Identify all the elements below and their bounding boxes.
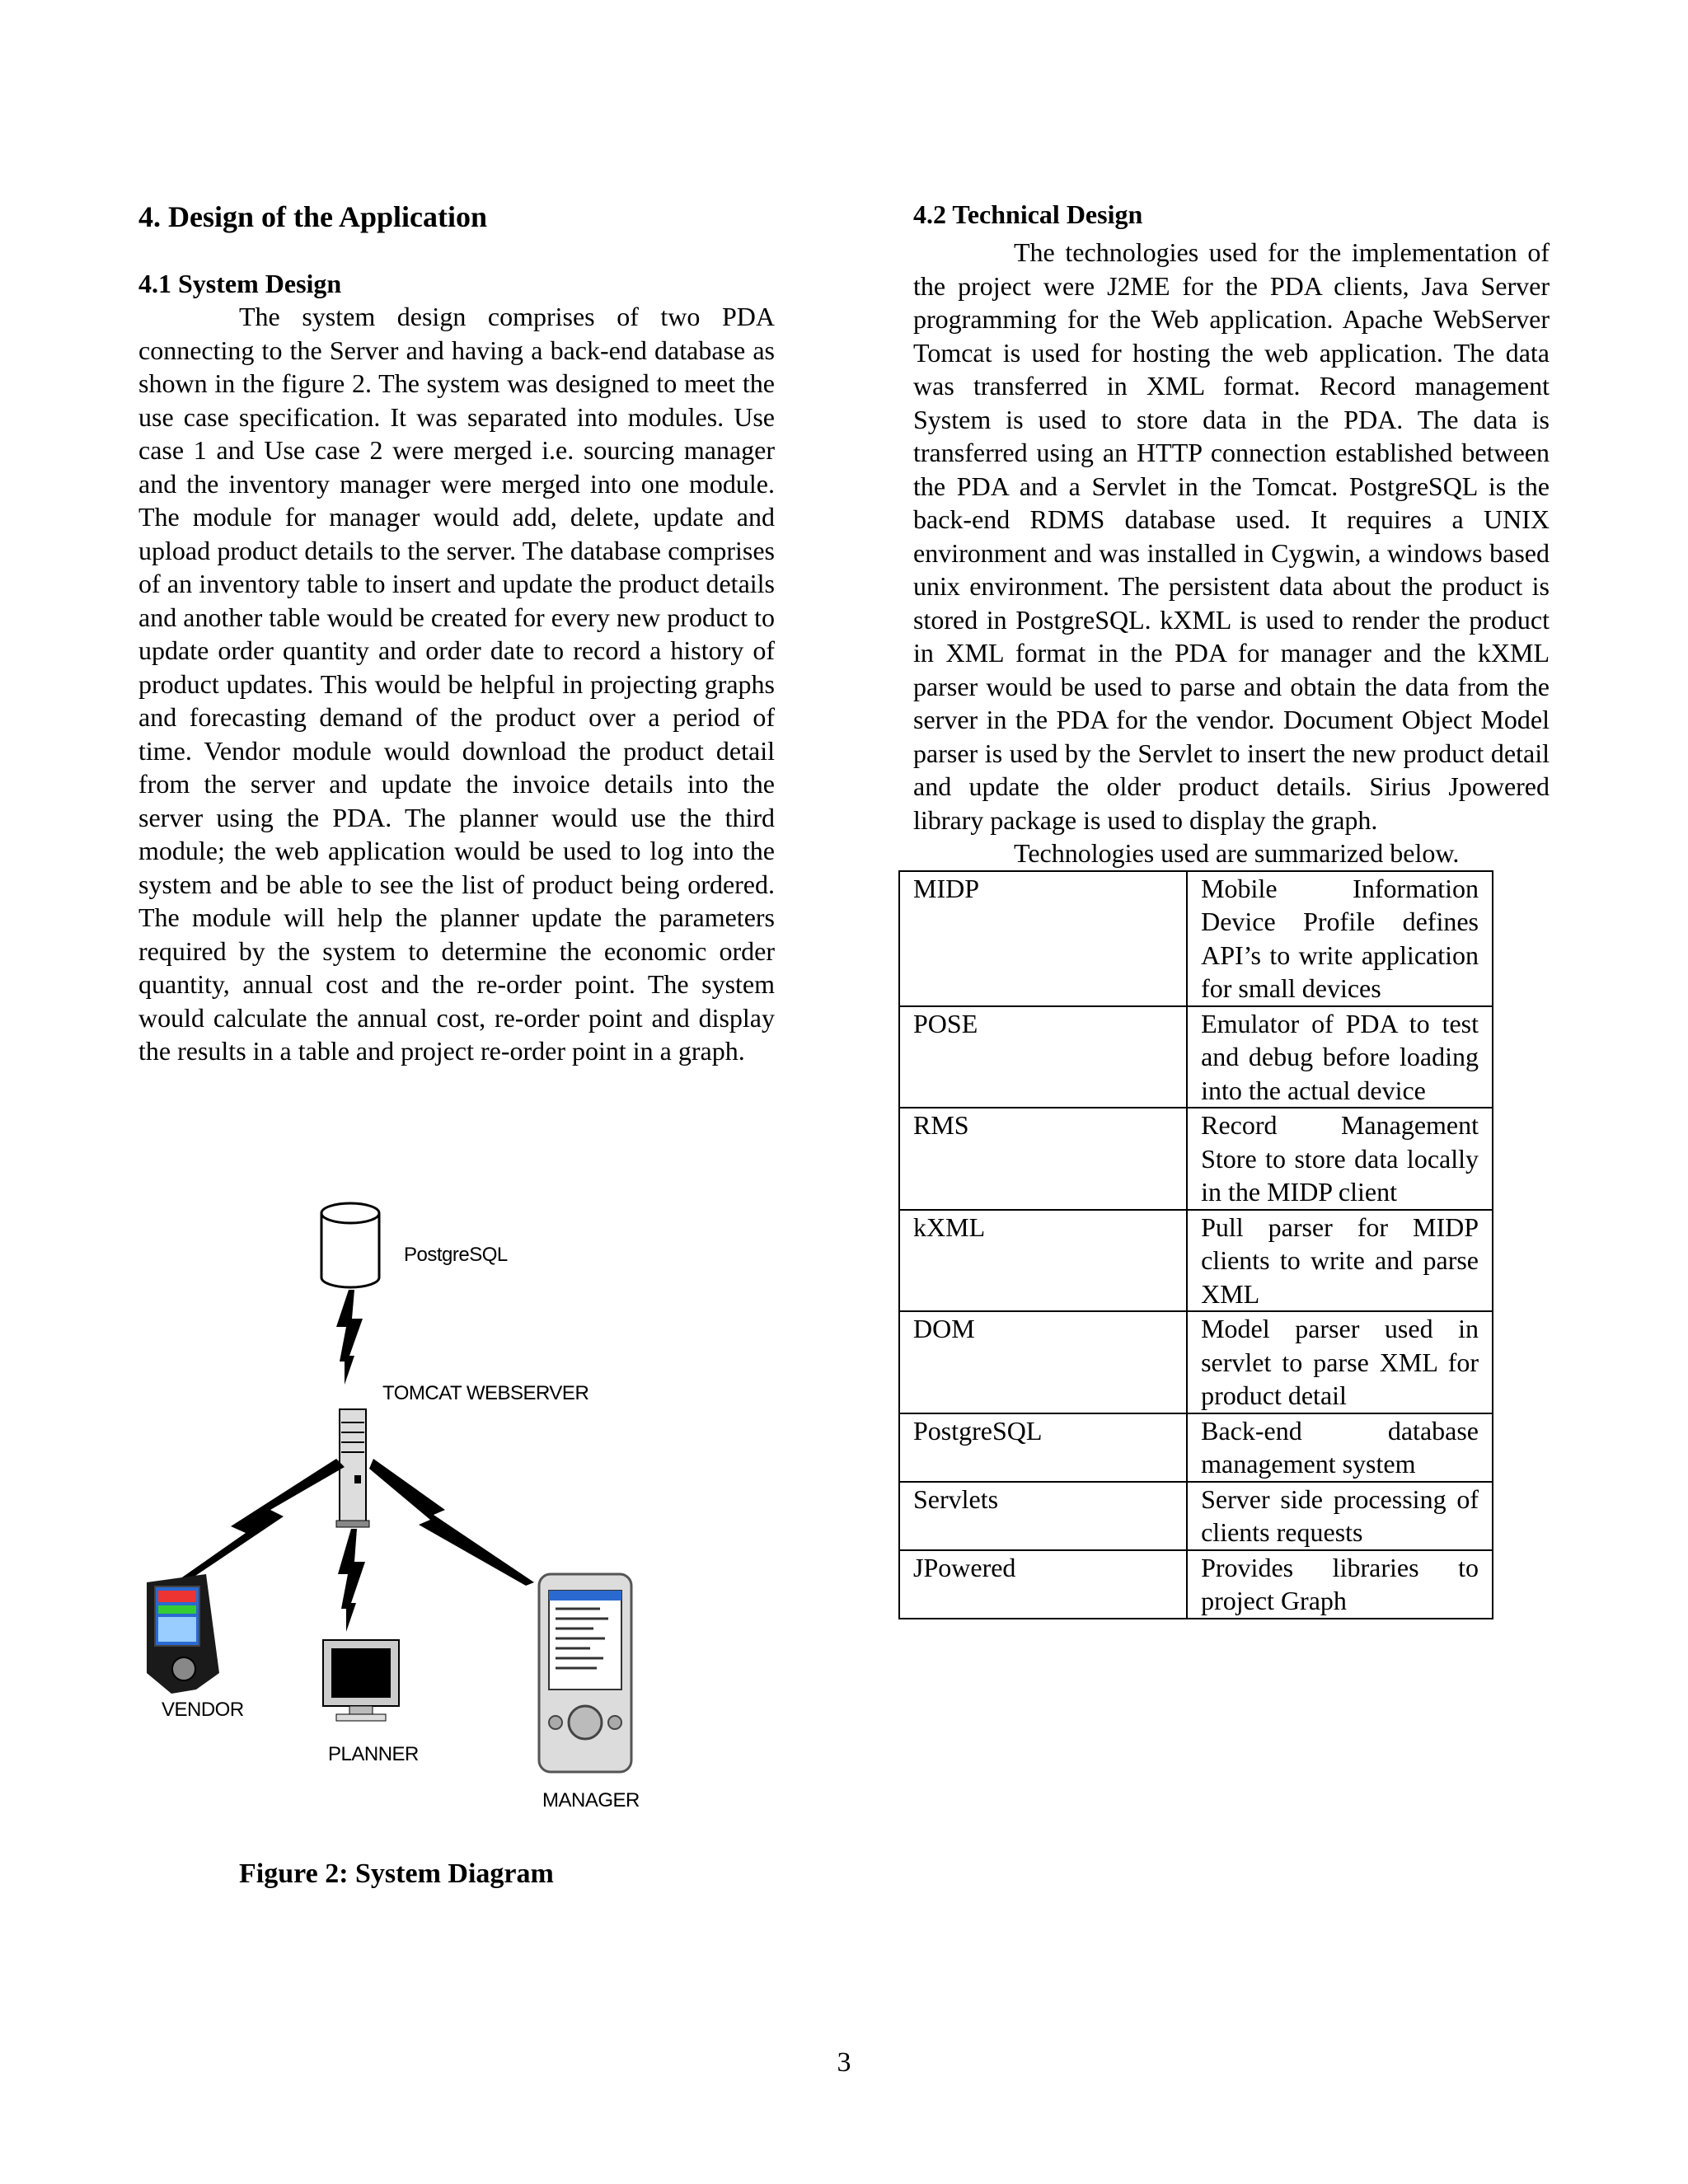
tech-description: Record Management Store to store data locally in the MIDP client bbox=[1187, 1108, 1493, 1210]
tech-name: PostgreSQL bbox=[899, 1413, 1187, 1482]
tech-description: Mobile Information Device Profile defines API’s to write application for small devices bbox=[1187, 871, 1493, 1006]
table-intro: Technologies used are summarized below. bbox=[1014, 838, 1460, 868]
tech-name: DOM bbox=[899, 1311, 1187, 1413]
tech-description: Pull parser for MIDP clients to write and parse XML bbox=[1187, 1210, 1493, 1312]
tech-name: POSE bbox=[899, 1006, 1187, 1108]
lightning-bolt-icon bbox=[336, 1290, 363, 1385]
table-row bbox=[899, 1482, 1493, 1550]
technical-design-heading: 4.2 Technical Design bbox=[913, 199, 1143, 229]
tech-name: MIDP bbox=[899, 871, 1187, 1006]
database-icon bbox=[321, 1203, 379, 1287]
lightning-bolt-icon bbox=[369, 1459, 534, 1586]
technologies-table bbox=[898, 870, 1493, 1619]
server-label: TOMCAT WEBSERVER bbox=[382, 1382, 589, 1404]
table-row bbox=[899, 1108, 1493, 1210]
tech-description: Server side processing of clients requests bbox=[1187, 1482, 1493, 1550]
table-row bbox=[899, 1413, 1493, 1482]
tech-name: kXML bbox=[899, 1210, 1187, 1312]
table-row bbox=[899, 1006, 1493, 1108]
system-design-paragraph: The system design comprises of two PDA connecting to the Server and having a back-end database as shown in the figure 2. The system was designed to meet the use case specification. It was separated into modules. Use case 1 and Use case 2 were merged i.e. sourcing manager and the inventory manager were merged into one module. The module for manager would add, delete, update and upload product details to the server. The database comprises of an inventory table to insert and update the product details and another table would be created for every new product to update order quantity and order date to record a history of product updates. This would be helpful in projecting graphs and forecasting demand of the product over a period of time. Vendor module would download the product detail from the server and update the invoice details into the server using the PDA. The planner would use the third module; the web application would be used to log into the system and be able to see the list of product being ordered. The module will help the planner update the parameters required by the system to determine the economic order quantity, annual cost and the re-order point. The system would calculate the annual cost, re-order point and display the results in a table and project re-order point in a graph. bbox=[138, 302, 775, 1066]
table-row bbox=[899, 871, 1493, 1006]
section-title: 4. Design of the Application bbox=[138, 200, 488, 233]
database-label: PostgreSQL bbox=[404, 1244, 508, 1266]
vendor-pda-icon bbox=[147, 1574, 219, 1694]
system-design-heading: 4.1 System Design bbox=[138, 269, 342, 298]
system-diagram-figure bbox=[138, 1187, 666, 1838]
lightning-bolt-icon bbox=[338, 1529, 365, 1632]
figure-caption: Figure 2: System Diagram bbox=[239, 1858, 554, 1889]
table-row bbox=[899, 1550, 1493, 1619]
table-row bbox=[899, 1210, 1493, 1312]
table-row bbox=[899, 1311, 1493, 1413]
manager-pda-icon bbox=[539, 1574, 631, 1772]
page-number: 3 bbox=[837, 2047, 851, 2078]
technical-design-paragraph: The technologies used for the implementation of the project were J2ME for the PDA clients, Java Server programming for the Web application. Apache WebServer Tomcat is used for hosting the web application. The data was transferred in XML format. Record management System is used to store data in the PDA. The data is transferred using an HTTP connection established between the PDA and a Servlet in the Tomcat. PostgreSQL is the back-end RDMS database used. It requires a UNIX environment and was installed in Cygwin, a windows based unix environment. The persistent data about the product is stored in PostgreSQL. kXML is used to render the product in XML format in the PDA for manager and the kXML parser would be used to parse and obtain the data from the server in the PDA for the vendor. Document Object Model parser is used by the Servlet to insert the new product detail and update the older product details. Sirius Jpowered library package is used to display the graph. bbox=[913, 237, 1550, 835]
vendor-label: VENDOR bbox=[162, 1699, 244, 1721]
tech-name: Servlets bbox=[899, 1482, 1187, 1550]
right-column bbox=[913, 198, 1550, 1619]
left-column bbox=[138, 198, 775, 1068]
tech-name: RMS bbox=[899, 1108, 1187, 1210]
tech-description: Emulator of PDA to test and debug before loading into the actual device bbox=[1187, 1006, 1493, 1108]
tech-description: Back-end database management system bbox=[1187, 1413, 1493, 1482]
system-diagram bbox=[138, 1187, 666, 1838]
tech-description: Provides libraries to project Graph bbox=[1187, 1550, 1493, 1619]
manager-label: MANAGER bbox=[542, 1789, 640, 1811]
planner-monitor-icon bbox=[323, 1640, 399, 1721]
tech-name: JPowered bbox=[899, 1550, 1187, 1619]
planner-label: PLANNER bbox=[328, 1743, 419, 1765]
tech-description: Model parser used in servlet to parse XML for product detail bbox=[1187, 1311, 1493, 1413]
